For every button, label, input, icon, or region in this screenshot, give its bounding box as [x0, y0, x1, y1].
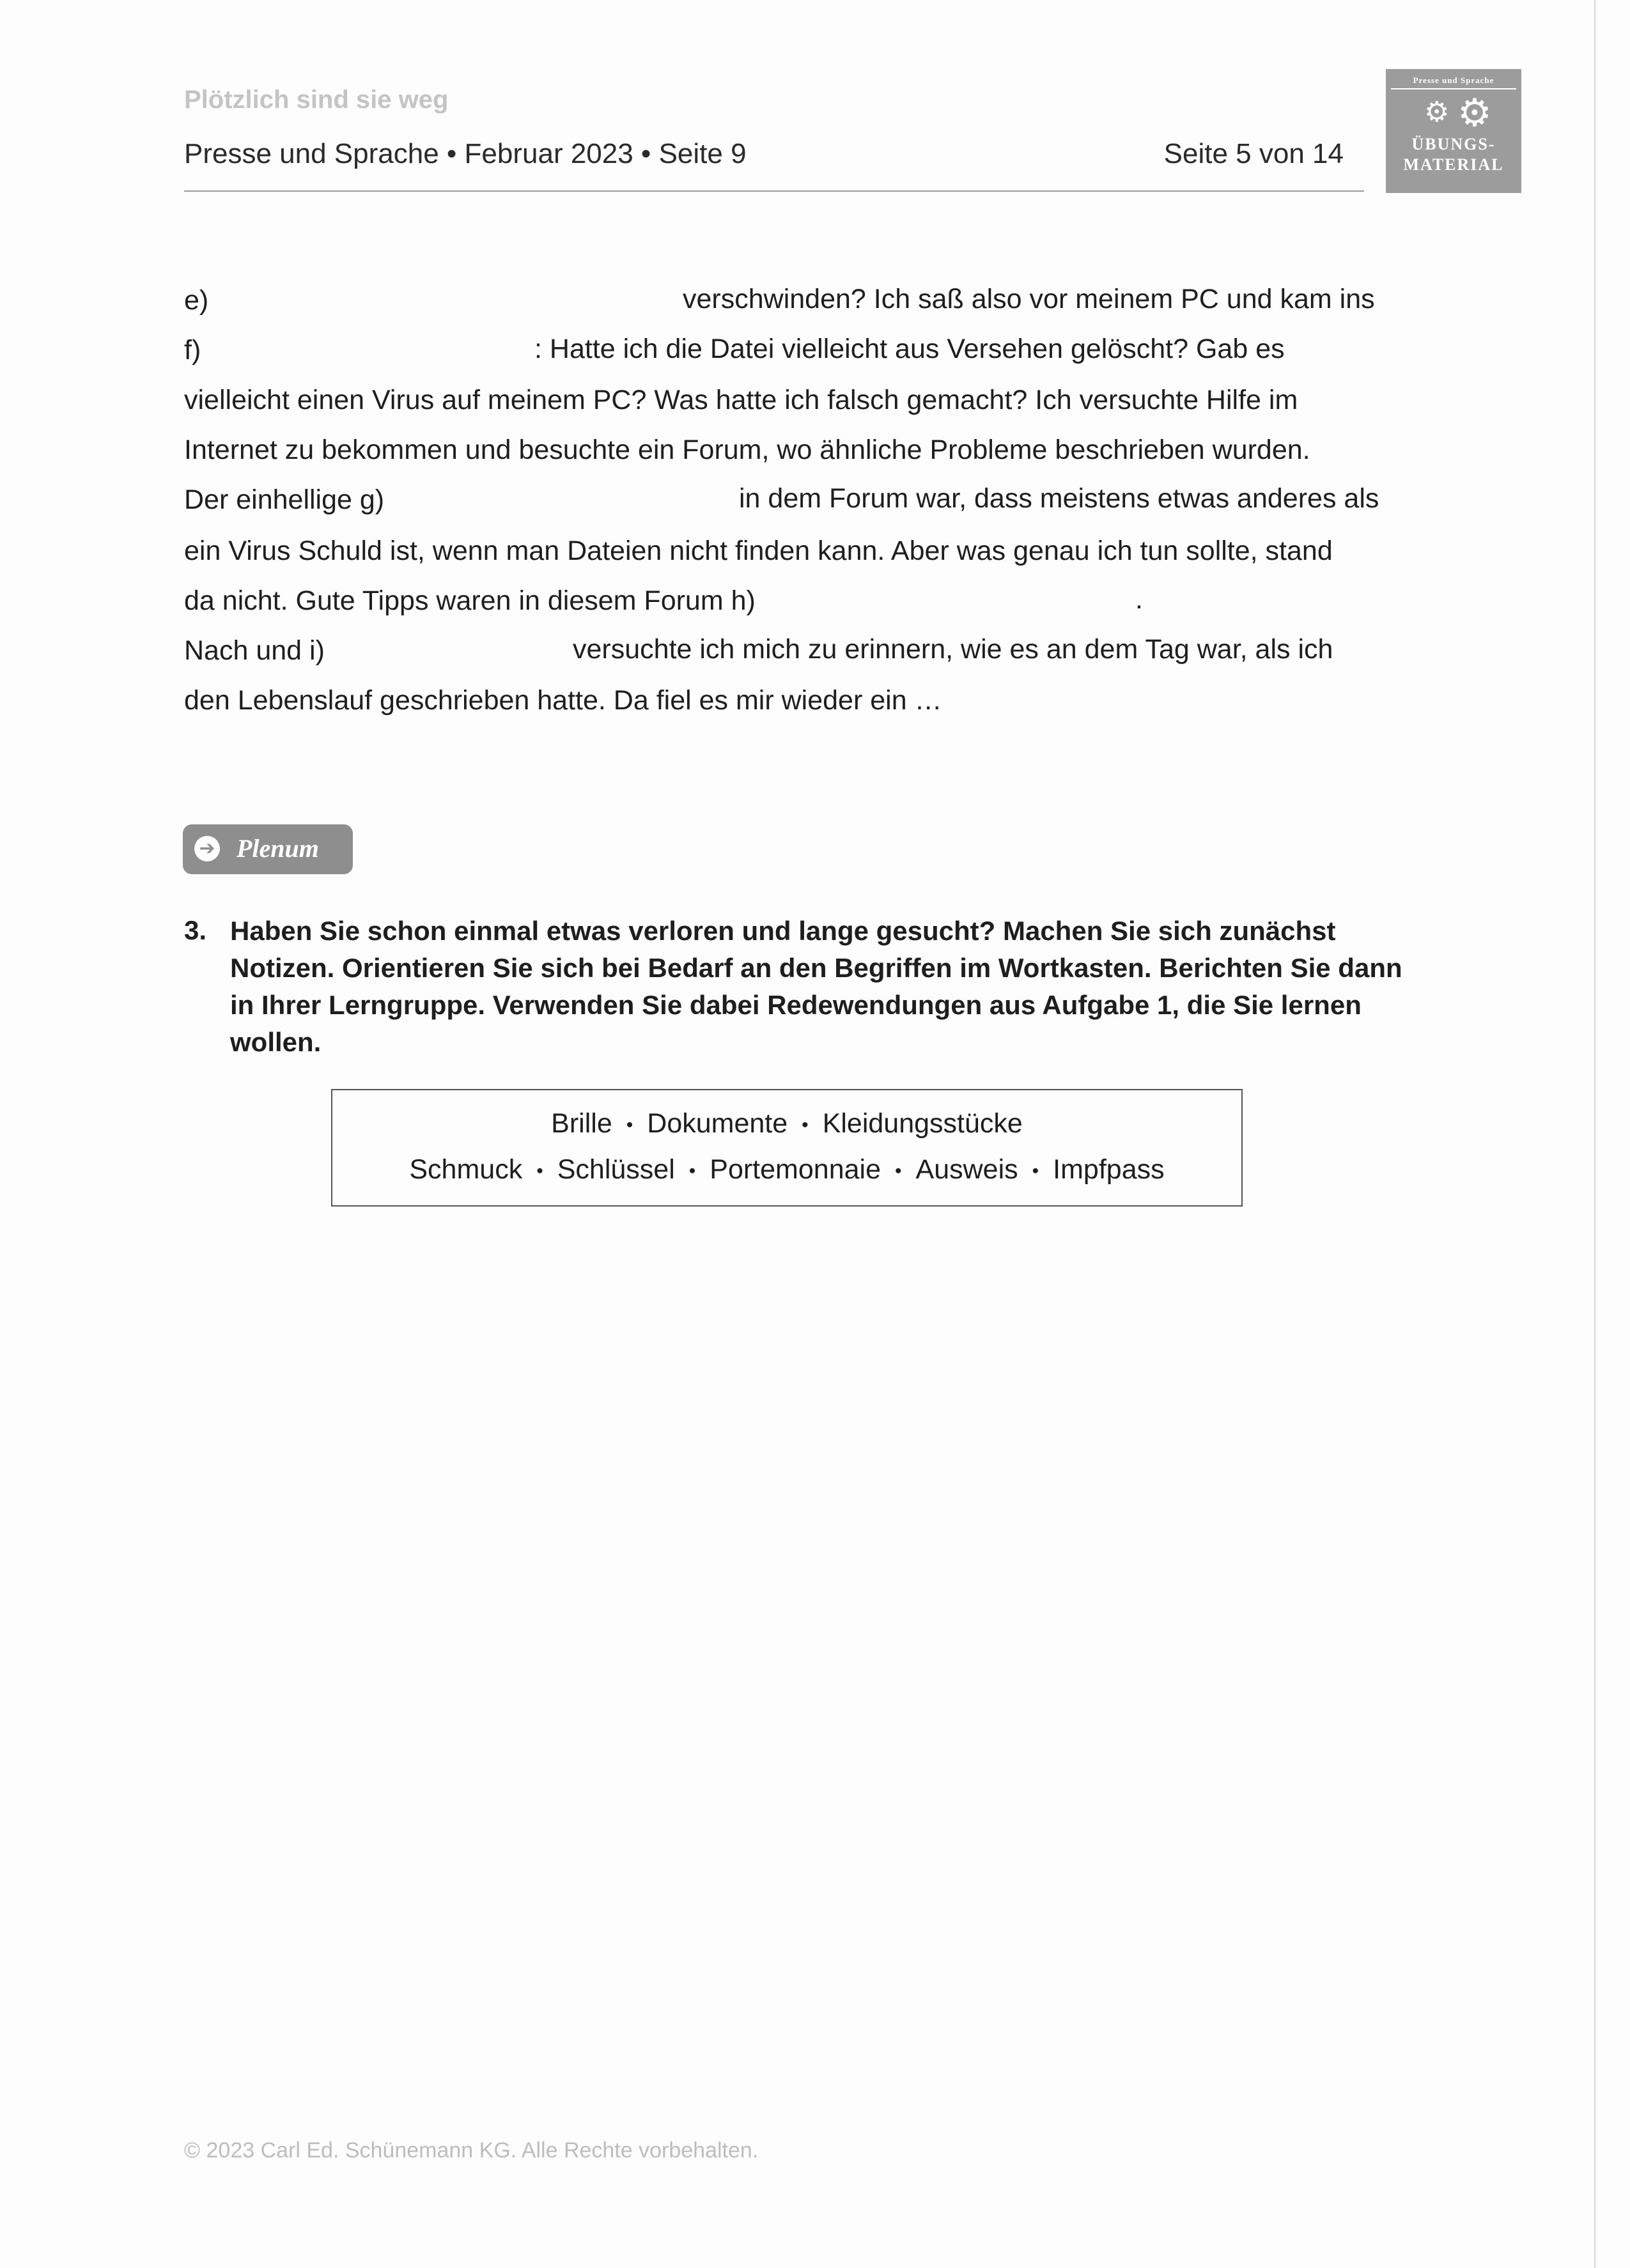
word-item: Schmuck [409, 1154, 523, 1185]
plenum-label [183, 824, 353, 874]
gap-label-h: da nicht. Gute Tipps waren in diesem Forum h) [184, 585, 756, 616]
gap-label-g: Der einhellige g) [184, 484, 385, 515]
text-after-i: versuchte ich mich zu erinnern, wie es an dem Tag war, als ich [573, 634, 1333, 665]
bullet-separator: • [536, 1160, 543, 1182]
word-box-row-2 [332, 1154, 1241, 1185]
issue-line: Presse und Sprache • Februar 2023 • Seite 9 [184, 138, 747, 169]
bullet-separator: • [1032, 1160, 1039, 1182]
word-item: Portemonnaie [710, 1154, 881, 1185]
word-item: Kleidungsstücke [822, 1108, 1023, 1139]
task-instruction: Haben Sie schon einmal etwas verloren und lange gesucht? Machen Sie sich zunächst Notizen. Orientieren Sie sich bei Bedarf an den Begriffen im Wortkasten. Berichten Sie dann in Ihrer Lerngruppe. Verwenden Sie dabei Redewendungen aus Aufgabe 1, die Sie lernen wollen. [230, 916, 1402, 1057]
gears-icon: ⚙ ⚙ [1424, 92, 1492, 134]
word-box-row-1 [332, 1108, 1241, 1139]
text-line: den Lebenslauf geschrieben hatte. Da fiel es mir wieder ein … [184, 685, 942, 716]
bullet-separator: • [626, 1114, 633, 1136]
gap-label-e: e) [184, 285, 209, 316]
badge-line2: MATERIAL [1403, 155, 1504, 174]
word-item: Dokumente [647, 1108, 788, 1139]
bullet-separator: • [802, 1114, 809, 1136]
badge-publisher: Presse und Sprache [1391, 69, 1516, 89]
arrow-right-icon: ➔ [194, 836, 220, 861]
word-item: Brille [551, 1108, 612, 1139]
bullet-separator: • [895, 1160, 902, 1182]
word-item: Impfpass [1053, 1154, 1165, 1185]
word-item: Ausweis [915, 1154, 1018, 1185]
text-line: vielleicht einen Virus auf meinem PC? Was hatte ich falsch gemacht? Ich versuchte Hilfe im [184, 385, 1298, 415]
gap-end-h: . [1135, 584, 1143, 615]
task-number: 3. [184, 915, 207, 945]
bullet-separator: • [688, 1160, 696, 1182]
text-line: Internet zu bekommen und besuchte ein Forum, wo ähnliche Probleme beschrieben wurden. [184, 435, 1310, 465]
header-divider [184, 190, 1364, 192]
plenum-text: Plenum [237, 834, 319, 863]
uebungsmaterial-badge [1386, 69, 1521, 193]
text-after-e: verschwinden? Ich saß also vor meinem PC und kam ins [683, 284, 1375, 314]
badge-line1: ÜBUNGS- [1411, 135, 1496, 153]
gap-label-i: Nach und i) [184, 635, 325, 666]
page-count: Seite 5 von 14 [1163, 138, 1344, 169]
page-edge [1594, 0, 1595, 2268]
running-title: Plötzlich sind sie weg [184, 86, 449, 114]
text-line: ein Virus Schuld ist, wenn man Dateien nicht finden kann. Aber was genau ich tun sollte, stand [184, 536, 1333, 566]
gap-label-f: f) [184, 335, 201, 366]
copyright-notice: © 2023 Carl Ed. Schünemann KG. Alle Rechte vorbehalten. [184, 2138, 759, 2163]
word-box [331, 1089, 1243, 1207]
text-after-g: in dem Forum war, dass meistens etwas anderes als [739, 483, 1379, 514]
text-after-f: : Hatte ich die Datei vielleicht aus Versehen gelöscht? Gab es [534, 334, 1285, 364]
word-item: Schlüssel [557, 1154, 675, 1185]
